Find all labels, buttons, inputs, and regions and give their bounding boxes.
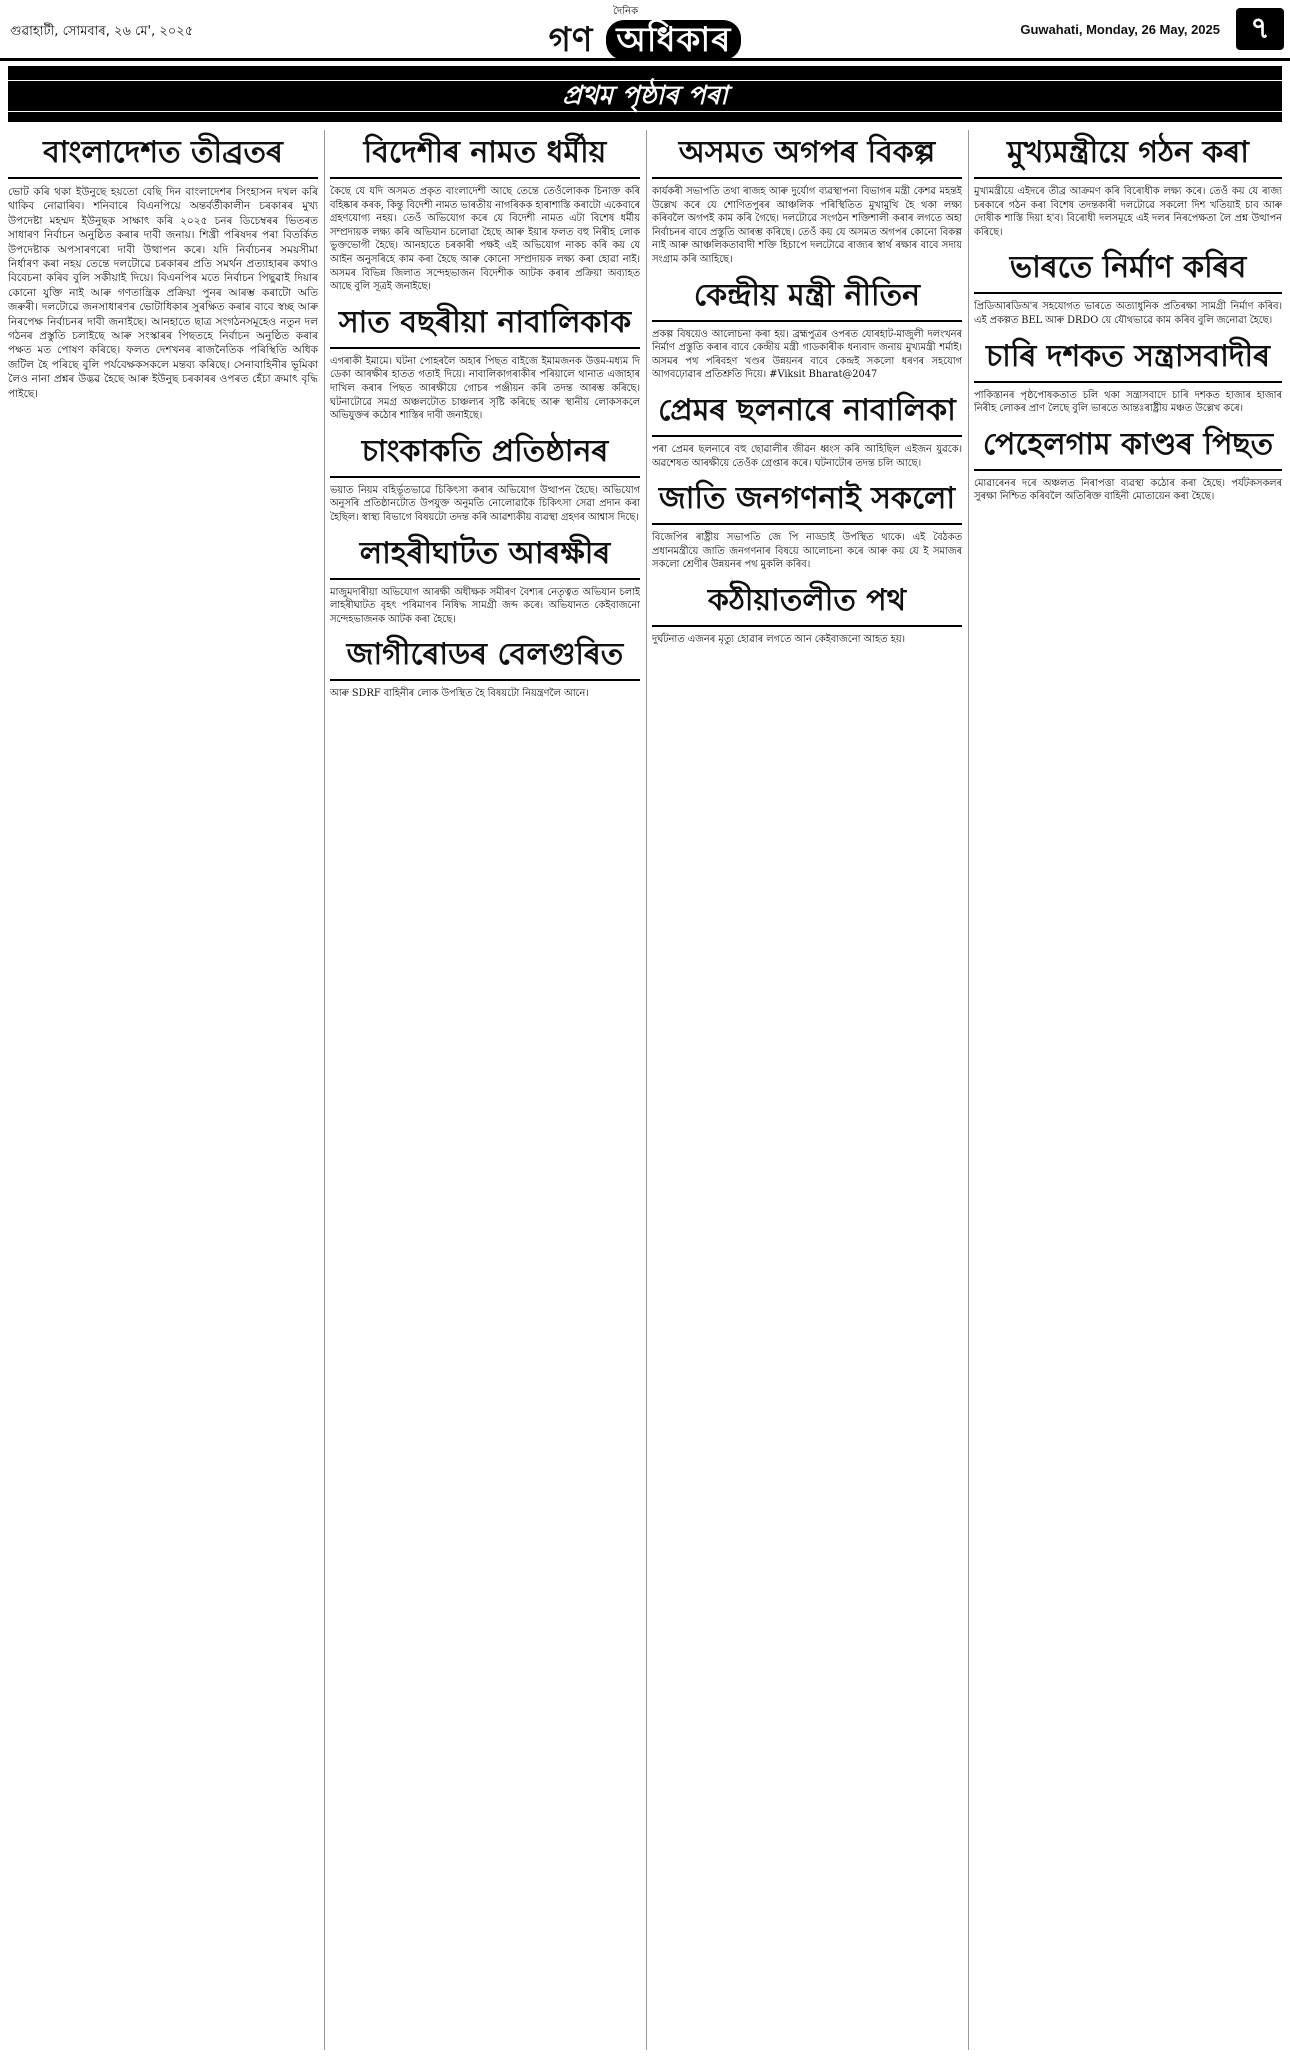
logo-word-2: অধিকাৰ xyxy=(606,20,741,60)
article-body: কাৰ্যকৰী সভাপতি তথা ৰাজহ আৰু দুৰ্যোগ ব্যৱস্থাপনা বিভাগৰ মন্ত্ৰী কেশৱ মহন্তই উল্লেখ কৰে যে শোণিতপুৰৰ আঞ্চলিক পৰিস্থিতিত মুখামুখি হৈ থকা লক্ষ্য কৰিবলৈ অগপই কাম কৰি গৈছে। দলটোৱে সংগঠন শক্তিশালী কৰাৰ লগতে অহা নিৰ্বাচনৰ বাবে প্ৰস্তুতি আৰম্ভ কৰিছে। তেওঁ কয় যে অসমত অগপৰ কোনো বিকল্প নাই আৰু আঞ্চলিকতাবাদী শক্তি হিচাপে দলটোৱে ৰাজ্যৰ স্বাৰ্থ ৰক্ষাৰ বাবে সদায় সংগ্ৰাম কৰি আহিছে। xyxy=(652,186,962,265)
page-number: ৭ xyxy=(1236,8,1284,50)
section-banner xyxy=(8,66,1282,122)
article-body: পাকিস্তানৰ পৃষ্ঠপোষকতাত চলি থকা সন্ত্ৰাসবাদে চাৰি দশকত হাজাৰ হাজাৰ নিৰীহ লোকৰ প্ৰাণ লৈছে বুলি ভাৰতে আন্তঃৰাষ্ট্ৰীয় মঞ্চত উল্লেখ কৰে। xyxy=(974,389,1282,415)
article-headline: বিদেশীৰ নামত ধৰ্মীয় xyxy=(330,130,640,179)
article xyxy=(330,531,640,627)
article-headline: পেহেলগাম কাণ্ডৰ পিছত xyxy=(974,422,1282,471)
article-body: প্ৰিডিআৰডিঅ'ৰ সহযোগত ভাৰতে অত্যাধুনিক প্ৰতিৰক্ষা সামগ্ৰী নিৰ্মাণ কৰিব। এই প্ৰকল্পত BEL আৰু DRDO য়ে যৌথভাৱে কাম কৰিব বুলি জনোৱা হৈছে। xyxy=(974,301,1282,326)
article xyxy=(330,130,640,294)
column-divider xyxy=(646,130,647,2050)
article-body: বিজেপিৰ ৰাষ্ট্ৰীয় সভাপতি জে পি নাড্ডাই উপস্থিত থাকে। এই বৈঠকত প্ৰধানমন্ত্ৰীয়ে জাতি জনগণনাৰ বিষয়ে আলোচনা কৰে আৰু কয় যে ই সমাজৰ সকলো শ্ৰেণীৰ উন্নয়নৰ পথ মুকলি কৰিব। xyxy=(652,532,962,571)
article xyxy=(330,300,640,423)
article-headline: বাংলাদেশত তীব্ৰতৰ xyxy=(8,130,318,179)
article-headline: ভাৰতে নিৰ্মাণ কৰিব xyxy=(974,245,1282,294)
article-headline: প্ৰেমৰ ছলনাৰে নাবালিকা xyxy=(652,388,962,437)
article-body: পৰা প্ৰেমৰ ছলনাৰে বহু ছোৱালীৰ জীৱন ধ্বংস কৰি আহিছিল এইজন যুৱকে। অৱশেষত আৰক্ষীয়ে তেওঁক গ্ৰেপ্তাৰ কৰে। ঘটনাটোৰ তদন্ত চলি আছে। xyxy=(652,443,962,469)
masthead xyxy=(0,0,1290,61)
article xyxy=(652,130,962,267)
article xyxy=(974,422,1282,504)
column-3 xyxy=(652,130,962,2050)
article xyxy=(652,578,962,647)
column-divider xyxy=(968,130,969,2050)
article-headline: মুখ্যমন্ত্ৰীয়ে গঠন কৰা xyxy=(974,130,1282,179)
article xyxy=(974,334,1282,416)
article-headline: কঠীয়াতলীত পথ xyxy=(652,578,962,627)
article xyxy=(8,130,318,401)
article-body: মোৱাৰেনৰ দৰে অঞ্চলত নিৰাপত্তা ব্যৱস্থা কঠোৰ কৰা হৈছে। পৰ্যটকসকলৰ সুৰক্ষা নিশ্চিত কৰিবলৈ অতিৰিক্ত বাহিনী মোতায়েন কৰা হৈছে। xyxy=(974,477,1282,503)
article xyxy=(974,245,1282,327)
article-body: ভয়াত নিয়ম বহিৰ্ভূতভাৱে চিকিৎসা কৰাৰ অভিযোগ উত্থাপন হৈছে। অভিযোগ অনুসৰি প্ৰতিষ্ঠানটোত উপযুক্ত অনুমতি নোলোৱাকৈ চিকিৎসা সেৱা প্ৰদান কৰা হৈছিল। স্বাস্থ্য বিভাগে বিষয়টো তদন্ত কৰি আৱশ্যকীয় ব্যৱস্থা গ্ৰহণৰ আশ্বাস দিছে। xyxy=(330,484,640,523)
article-body: এগৰাকী ইমামে। ঘটনা পোহৰলৈ অহাৰ পিছত বাইজে ইমামজনক উত্তম-মধ্যম দি ডেকা আৰক্ষীৰ হাতত গতাই দিয়ে। নাবালিকাগৰাকীৰ পৰিয়ালে থানাত এজাহাৰ দাখিল কৰাৰ পিছত আৰক্ষীয়ে গোচৰ পঞ্জীয়ন কৰি তদন্ত আৰম্ভ কৰিছে। ঘটনাটোৱে সমগ্ৰ অঞ্চলটোত চাঞ্চল্যৰ সৃষ্টি কৰিছে আৰু স্থানীয় লোকসকলে অভিযুক্তৰ কঠোৰ শাস্তিৰ দাবী জনাইছে। xyxy=(330,355,640,422)
article-body: মাজুমদাৰীয়া অভিযোগ আৰক্ষী অধীক্ষক সমীৰণ বৈশ্যৰ নেতৃত্বত অভিযান চলাই লাহৰীঘাটত বৃহৎ পৰিমাণৰ নিষিদ্ধ সামগ্ৰী জব্দ কৰে। অভিযানত কেইবাজনো সন্দেহভাজনক আটক কৰা হৈছে। xyxy=(330,586,640,625)
newspaper-logo xyxy=(495,4,795,60)
article-headline: অসমত অগপৰ বিকল্প xyxy=(652,130,962,179)
article-headline: চাৰি দশকত সন্ত্ৰাসবাদীৰ xyxy=(974,334,1282,383)
section-title: প্ৰথম পৃষ্ঠাৰ পৰা xyxy=(8,80,1282,112)
article-headline: চাংকাকতি প্ৰতিষ্ঠানৰ xyxy=(330,429,640,478)
logo-daily-label: দৈনিক xyxy=(613,6,639,17)
article-headline: জাগীৰোডৰ বেলগুৰিত xyxy=(330,632,640,681)
masthead-date-english: Guwahati, Monday, 26 May, 2025 xyxy=(1020,22,1220,37)
article xyxy=(652,388,962,470)
masthead-date-assamese: গুৱাহাটী, সোমবাৰ, ২৬ মে', ২০২৫ xyxy=(10,24,194,39)
column-1 xyxy=(8,130,318,2050)
article-body: মুখ্যমন্ত্ৰীয়ে এইদৰে তীব্ৰ আক্ৰমণ কৰি বিৰোধীক লক্ষ্য কৰে। তেওঁ কয় যে ৰাজ্য চৰকাৰে গঠন কৰা বিশেষ তদন্তকাৰী দলটোৱে সকলো দিশ খতিয়াই চাব আৰু দোষীক শাস্তি দিয়া হ'ব। বিৰোধী দলসমূহে এই দলৰ নিৰপেক্ষতা লৈ প্ৰশ্ন উত্থাপন কৰিছে। xyxy=(974,186,1282,238)
column-4 xyxy=(974,130,1282,2050)
column-divider xyxy=(324,130,325,2050)
article-body: প্ৰকল্প বিষয়েও আলোচনা কৰা হয়। ব্ৰহ্মপুত্ৰৰ ওপৰত যোৰহাট-মাজুলী দলংখনৰ নিৰ্মাণ প্ৰস্তুতি কৰাৰ বাবে কেন্দ্ৰীয় মন্ত্ৰী গাডকাৰীক ধন্যবাদ জনায় মুখ্যমন্ত্ৰী শৰ্মাই। অসমৰ পথ পৰিবহণ খণ্ডৰ উন্নয়নৰ বাবে কেন্দ্ৰই সকলো ধৰণৰ সহযোগ আগবঢ়োৱাৰ প্ৰতিশ্ৰুতি দিয়ে। #Viksit Bharat@2047 xyxy=(652,328,962,381)
article-body: কৈছে যে যদি অসমত প্ৰকৃত বাংলাদেশী আছে তেন্তে তেওঁলোকক চিনাক্ত কৰি বহিষ্কাৰ কৰক, কিন্তু বিদেশী নামত ভাৰতীয় নাগৰিকক হাৰাশাস্তি কৰাটো একেবাৰে গ্ৰহণযোগ্য নহয়। তেওঁ অভিযোগ কৰে যে বিদেশী নামত এটা বিশেষ ধৰ্মীয় সম্প্ৰদায়ক লক্ষ্য কৰি অভিযান চলোৱা হৈছে আৰু ইয়াৰ ফলত বহু নিৰীহ লোক ভুক্তভোগী হৈছে। আনহাতে চৰকাৰী পক্ষই এই অভিযোগ নাকচ কৰি কয় যে আইন অনুসৰিহে কাম কৰা হৈছে আৰু কোনো সম্প্ৰদায়ক লক্ষ্য কৰা হোৱা নাই। অসমৰ বিভিন্ন জিলাত সন্দেহভাজন বিদেশীক আটক কৰাৰ প্ৰক্ৰিয়া অব্যাহত আছে বুলি সূত্ৰই জনাইছে। xyxy=(330,186,640,293)
column-2 xyxy=(330,130,640,2050)
article xyxy=(330,429,640,525)
article xyxy=(652,476,962,572)
article-body: ভোট কৰি থকা ইউনুছে হয়তো বেছি দিন বাংলাদেশৰ সিংহাসন দখল কৰি থাকিব নোৱাৰিব। শনিবাৰে বিএনপিয়ে অন্তৰ্বৰ্তীকালীন চৰকাৰৰ মুখ্য উপদেষ্টা মহম্মদ ইউনুছক সাক্ষাৎ কৰি ২০২৫ চনৰ ডিচেম্বৰৰ ভিতৰত সাধাৰণ নিৰ্বাচন অনুষ্ঠিত কৰাৰ দাবী জনায়। শিখ্ৰী পৰিষদৰ পৰা বিতৰ্কিত উপদেষ্টাক অপসাৰণৰো দাবী উত্থাপন কৰে। যদি নিৰ্বাচনৰ সময়সীমা নিৰ্ধাৰণ কৰা নহয় তেন্তে দলটোৱে চৰকাৰৰ প্ৰতি সমৰ্থন প্ৰত্যাহাৰৰ কথাও বিবেচনা কৰিব বুলি সকীয়াই দিয়ে। বিএনপিৰ মতে নিৰ্বাচন পিছুৱাই দিয়াৰ কোনো যুক্তি নাই আৰু গণতান্ত্ৰিক প্ৰক্ৰিয়া পুনৰ আৰম্ভ কৰাটো অতি জৰুৰী। দলটোৱে জনসাধাৰণৰ ভোটাধিকাৰ সুৰক্ষিত কৰাৰ বাবে স্বচ্ছ আৰু নিৰপেক্ষ নিৰ্বাচনৰ দাবী জনাইছে। আনহাতে ছাত্ৰ সংগঠনসমূহেও নতুন দল গঠনৰ প্ৰস্তুতি চলাইছে আৰু সংস্কাৰৰ পিছতহে নিৰ্বাচন অনুষ্ঠিত কৰাৰ পক্ষত মত পোষণ কৰিছে। ফলত দেশখনৰ ৰাজনৈতিক পৰিস্থিতি অধিক জটিল হৈ পৰিছে বুলি পৰ্যবেক্ষকসকলে মন্তব্য কৰিছে। সেনাবাহিনীৰ ভূমিকা লৈও নানা প্ৰশ্নৰ উদ্ভৱ হৈছে আৰু ইউনুছ চৰকাৰৰ ওপৰত হেঁচা ক্ৰমাৎ বৃদ্ধি পাইছে। xyxy=(8,186,318,400)
article-headline: লাহৰীঘাটত আৰক্ষীৰ xyxy=(330,531,640,580)
logo-word-1: গণ xyxy=(548,20,594,60)
article-headline: সাত বছৰীয়া নাবালিকাক xyxy=(330,300,640,349)
article-headline: জাতি জনগণনাই সকলো xyxy=(652,476,962,525)
article xyxy=(330,632,640,701)
article-body: আৰু SDRF বাহিনীৰ লোক উপস্থিত হৈ বিষয়টো নিয়ন্ত্ৰণলৈ আনে। xyxy=(330,688,589,700)
article xyxy=(652,273,962,382)
article-headline: কেন্দ্ৰীয় মন্ত্ৰী নীতিন xyxy=(652,273,962,322)
article-body: দুৰ্ঘটনাত এজনৰ মৃত্যু হোৱাৰ লগতে আন কেইবাজনো আহত হয়। xyxy=(652,633,905,645)
article xyxy=(974,130,1282,239)
